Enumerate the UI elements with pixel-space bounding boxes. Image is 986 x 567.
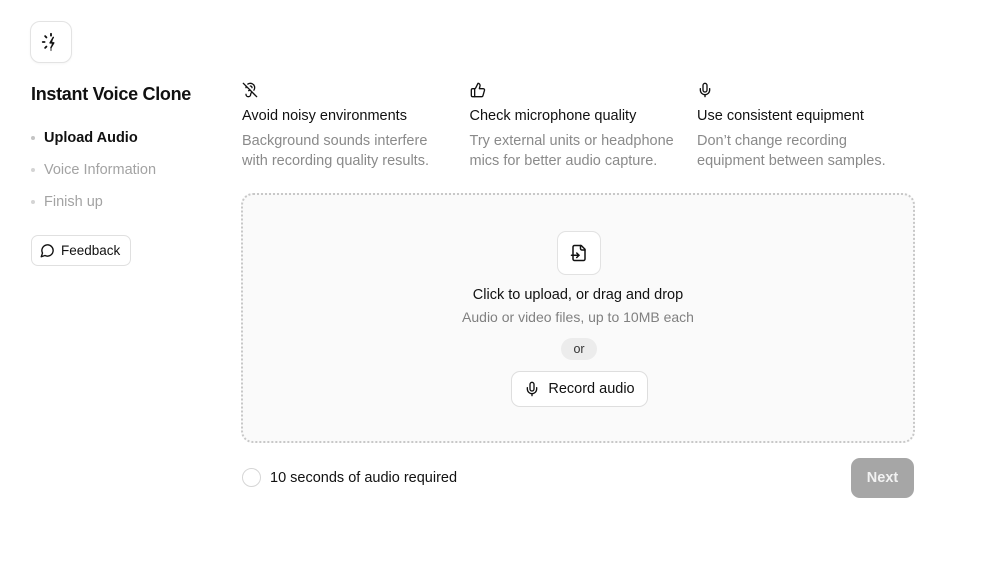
tip-description: Background sounds interfere with recording quality results. <box>242 133 429 169</box>
record-audio-button[interactable] <box>511 371 648 407</box>
feedback-button[interactable] <box>31 235 131 266</box>
step-bullet <box>31 168 35 172</box>
tip-microphone <box>470 82 698 171</box>
next-button[interactable]: Next <box>851 458 914 498</box>
tip-description: Don’t change recording equipment between samples. <box>697 133 886 169</box>
microphone-icon <box>524 381 540 397</box>
step-finish-up <box>31 186 156 218</box>
audio-requirement <box>242 468 457 487</box>
feedback-label: Feedback <box>61 243 121 258</box>
tip-title: Check microphone quality <box>469 108 637 124</box>
message-circle-icon <box>40 243 55 258</box>
ear-off-icon <box>242 82 258 98</box>
tip-equipment <box>697 82 925 171</box>
step-bullet <box>31 200 35 204</box>
thumbs-up-icon <box>470 82 486 98</box>
upload-dropzone[interactable] <box>241 193 915 443</box>
step-list <box>31 122 156 218</box>
tip-title: Use consistent equipment <box>697 108 864 124</box>
step-label: Voice Information <box>44 162 157 178</box>
loader-bolt-icon <box>40 31 62 53</box>
step-label: Upload Audio <box>44 130 138 146</box>
step-upload-audio <box>31 122 156 154</box>
or-separator: or <box>561 338 597 360</box>
step-voice-information <box>31 154 156 186</box>
app-logo-button[interactable] <box>30 21 72 63</box>
tip-title: Avoid noisy environments <box>242 108 407 124</box>
file-upload-icon <box>570 244 588 262</box>
step-label: Finish up <box>44 194 103 210</box>
page-title: Instant Voice Clone <box>31 84 191 104</box>
dropzone-subtitle: Audio or video files, up to 10MB each <box>462 309 694 325</box>
upload-icon-box[interactable] <box>557 231 601 275</box>
requirement-text: 10 seconds of audio required <box>270 469 458 486</box>
record-audio-label: Record audio <box>548 381 635 397</box>
dropzone-title: Click to upload, or drag and drop <box>472 287 684 303</box>
tips-row <box>242 82 925 171</box>
microphone-icon <box>697 82 713 98</box>
step-bullet <box>31 136 35 140</box>
requirement-progress-circle <box>242 468 261 487</box>
tip-description: Try external units or headphone mics for better audio capture. <box>469 133 674 169</box>
tip-noise <box>242 82 470 171</box>
